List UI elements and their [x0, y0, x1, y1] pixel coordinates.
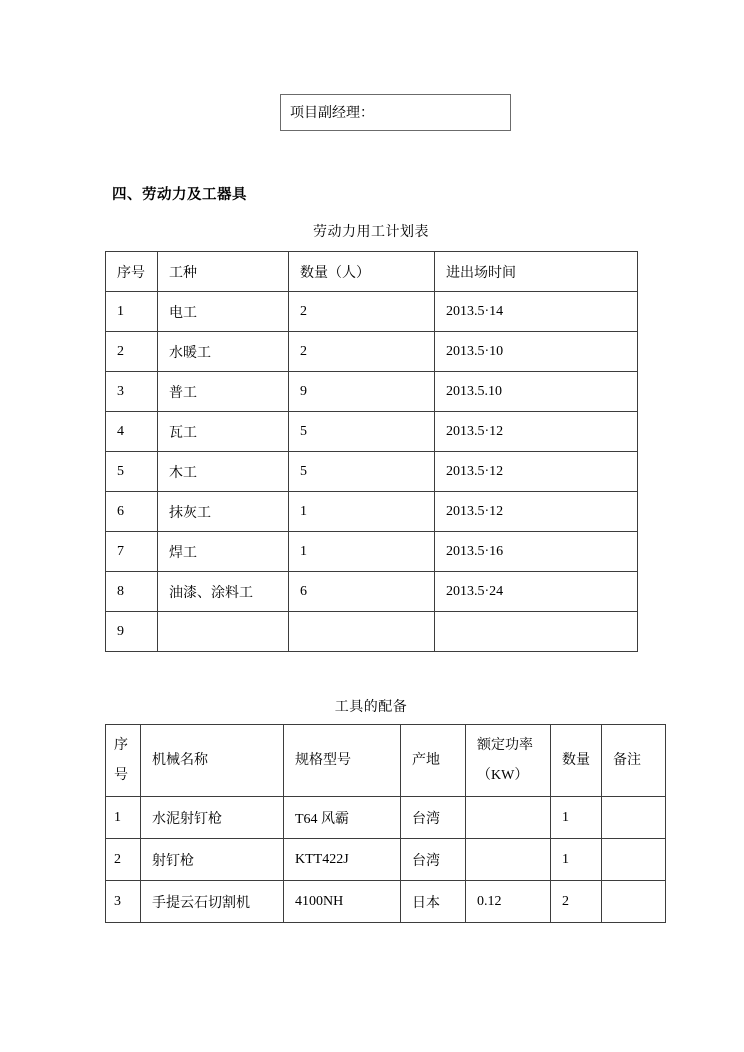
table-cell: 5 — [106, 452, 158, 492]
table-cell: 台湾 — [401, 797, 466, 839]
table-cell: 1 — [551, 797, 602, 839]
table-row — [106, 532, 638, 572]
labor-header-quantity: 数量（人） — [289, 252, 435, 292]
table-cell — [602, 797, 666, 839]
tools-header-origin: 产地 — [401, 725, 466, 797]
table-cell: 3 — [106, 881, 141, 923]
table-cell: 5 — [289, 412, 435, 452]
table-cell — [466, 797, 551, 839]
table-cell: 4100NH — [284, 881, 401, 923]
table-cell: 9 — [289, 372, 435, 412]
table-row — [106, 372, 638, 412]
table-row — [106, 839, 666, 881]
table-cell: 6 — [106, 492, 158, 532]
table-cell: 7 — [106, 532, 158, 572]
labor-table-title: 劳动力用工计划表 — [313, 225, 429, 240]
project-deputy-manager-label: 项目副经理： — [290, 106, 374, 121]
table-cell: 2 — [289, 332, 435, 372]
table-cell: 1 — [551, 839, 602, 881]
tools-table-title: 工具的配备 — [334, 700, 408, 715]
table-cell: 日本 — [401, 881, 466, 923]
table-cell — [289, 612, 435, 652]
table-cell: 4 — [106, 412, 158, 452]
table-cell: 5 — [289, 452, 435, 492]
table-cell: 1 — [106, 292, 158, 332]
table-cell — [602, 839, 666, 881]
table-cell: 2013.5·10 — [435, 332, 638, 372]
labor-table-header-row — [106, 252, 638, 292]
table-cell: 2013.5·12 — [435, 492, 638, 532]
table-row — [106, 292, 638, 332]
table-row — [106, 881, 666, 923]
table-cell: 8 — [106, 572, 158, 612]
table-cell: 9 — [106, 612, 158, 652]
table-row — [106, 612, 638, 652]
table-cell: 1 — [289, 492, 435, 532]
table-row — [106, 572, 638, 612]
table-cell: 3 — [106, 372, 158, 412]
table-cell — [158, 612, 289, 652]
tools-header-rated-power: 额定功率（KW） — [466, 725, 551, 797]
table-row — [106, 332, 638, 372]
table-cell: 台湾 — [401, 839, 466, 881]
table-cell: 水泥射钉枪 — [141, 797, 284, 839]
table-cell: 2 — [106, 839, 141, 881]
table-cell — [435, 612, 638, 652]
table-cell: 2 — [289, 292, 435, 332]
table-cell — [602, 881, 666, 923]
table-cell: 1 — [106, 797, 141, 839]
table-cell: 木工 — [158, 452, 289, 492]
table-cell: 普工 — [158, 372, 289, 412]
table-cell: 2 — [551, 881, 602, 923]
table-row — [106, 797, 666, 839]
table-cell: 2013.5·12 — [435, 452, 638, 492]
tools-header-quantity: 数量 — [551, 725, 602, 797]
labor-header-time: 进出场时间 — [435, 252, 638, 292]
labor-table — [105, 251, 638, 652]
table-cell: 6 — [289, 572, 435, 612]
table-row — [106, 492, 638, 532]
table-cell: 射钉枪 — [141, 839, 284, 881]
table-cell: 2 — [106, 332, 158, 372]
table-cell: 焊工 — [158, 532, 289, 572]
table-cell: 2013.5·12 — [435, 412, 638, 452]
table-cell — [466, 839, 551, 881]
table-cell: 2013.5·24 — [435, 572, 638, 612]
labor-header-no: 序号 — [106, 252, 158, 292]
tools-header-model: 规格型号 — [284, 725, 401, 797]
table-cell: T64 风霸 — [284, 797, 401, 839]
section-heading: 四、劳动力及工器具 — [112, 187, 247, 203]
table-row — [106, 412, 638, 452]
table-cell: 0.12 — [466, 881, 551, 923]
table-cell: KTT422J — [284, 839, 401, 881]
table-cell: 2013.5.10 — [435, 372, 638, 412]
table-cell: 手提云石切割机 — [141, 881, 284, 923]
table-cell: 电工 — [158, 292, 289, 332]
table-cell: 2013.5·14 — [435, 292, 638, 332]
tools-header-no: 序号 — [106, 725, 141, 797]
tools-table-header-row — [106, 725, 666, 797]
project-deputy-manager-box — [280, 94, 511, 131]
table-cell: 1 — [289, 532, 435, 572]
tools-table — [105, 724, 666, 923]
table-row — [106, 452, 638, 492]
table-cell: 抹灰工 — [158, 492, 289, 532]
labor-header-trade: 工种 — [158, 252, 289, 292]
table-cell: 2013.5·16 — [435, 532, 638, 572]
table-cell: 瓦工 — [158, 412, 289, 452]
tools-header-machine-name: 机械名称 — [141, 725, 284, 797]
tools-header-remarks: 备注 — [602, 725, 666, 797]
table-cell: 水暖工 — [158, 332, 289, 372]
table-cell: 油漆、涂料工 — [158, 572, 289, 612]
